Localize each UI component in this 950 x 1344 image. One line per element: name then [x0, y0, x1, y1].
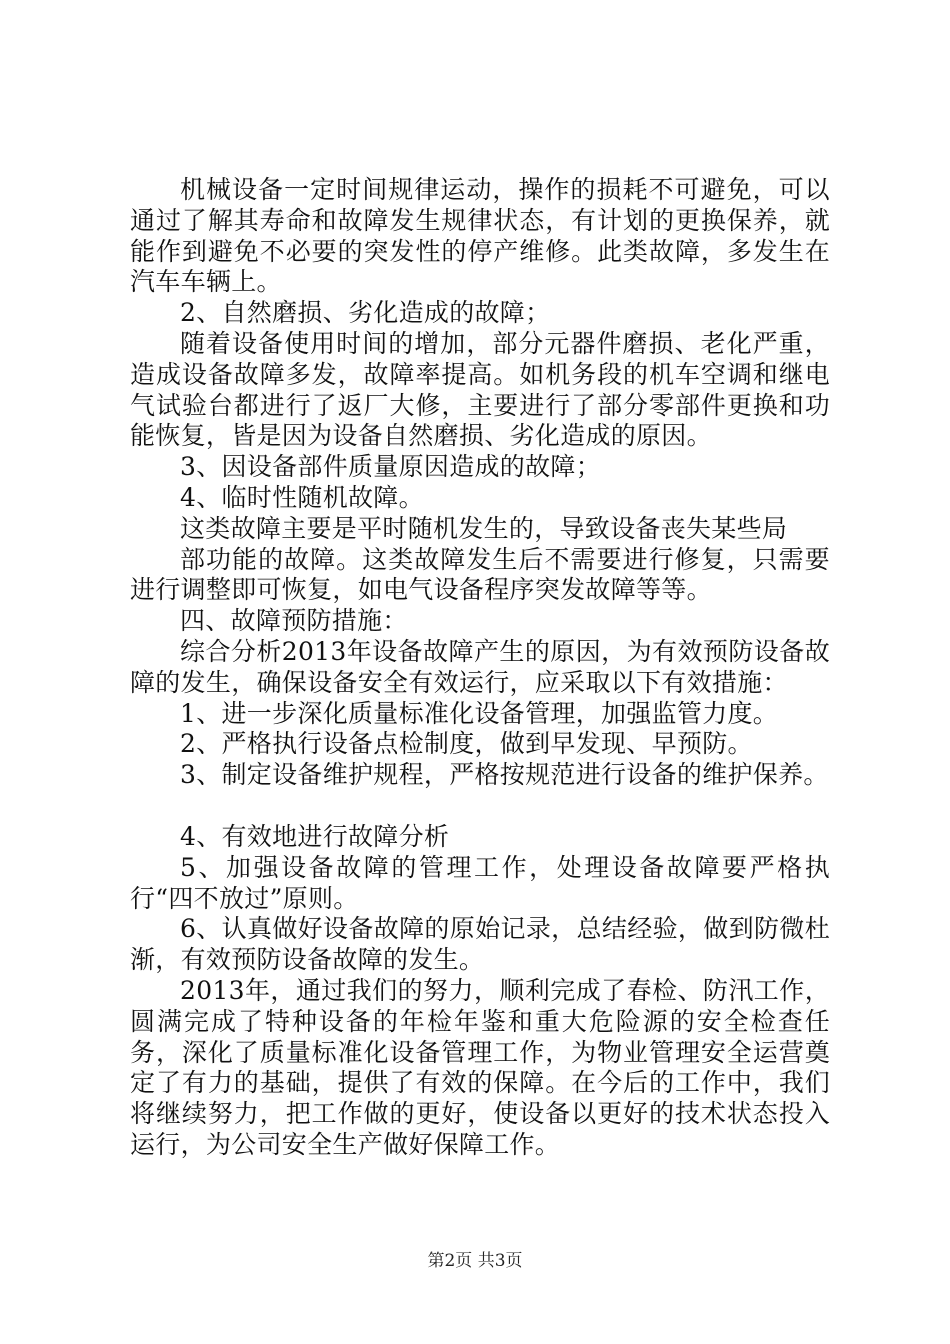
paragraph-random-fault-line1: 这类故障主要是平时随机发生的，导致设备丧失某些局: [180, 513, 788, 543]
paragraph-prevention-summary: 综合分析2013年设备故障产生的原因，为有效预防设备故障的发生，确保设备安全有效运行，应采取以下有效措施：: [130, 636, 830, 697]
blank-line: [130, 791, 830, 822]
paragraph-maintenance-intro: 机械设备一定时间规律运动，操作的损耗不可避免，可以通过了解其寿命和故障发生规律状态，有计划的更换保养，就能作到避免不必要的突发性的停产维修。此类故障，多发生在汽车车辆上。: [130, 175, 830, 297]
paragraph-conclusion: 2013年，通过我们的努力，顺利完成了春检、防汛工作，圆满完成了特种设备的年检年鉴和重大危险源的安全检查任务，深化了质量标准化设备管理工作，为物业管理安全运营奠定了有力的基础，提供了有效的保障。在今后的工作中，我们将继续努力，把工作做的更好，使设备以更好的技术状态投入运行，为公司安全生产做好保障工作。: [130, 975, 830, 1159]
paragraph-measure-5: 5、加强设备故障的管理工作，处理设备故障要严格执行“四不放过”原则。: [130, 852, 830, 913]
paragraph-measure-3: 3、制定设备维护规程，严格按规范进行设备的维护保养。: [180, 760, 829, 790]
paragraph-item-2-heading: 2、自然磨损、劣化造成的故障；: [180, 298, 551, 328]
paragraph-section-4-heading: 四、故障预防措施：: [180, 606, 408, 636]
paragraph-item-4-heading: 4、临时性随机故障。: [180, 482, 424, 512]
paragraph-measure-6: 6、认真做好设备故障的原始记录，总结经验，做到防微杜渐，有效预防设备故障的发生。: [130, 914, 830, 975]
paragraph-item-3-heading: 3、因设备部件质量原因造成的故障；: [180, 452, 602, 482]
paragraph-measure-4: 4、有效地进行故障分析: [180, 821, 450, 851]
paragraph-random-fault-line2: 部功能的故障。这类故障发生后不需要进行修复，只需要进行调整即可恢复，如电气设备程序突发故障等等。: [130, 544, 830, 605]
paragraph-wear-description: 随着设备使用时间的增加，部分元器件磨损、老化严重，造成设备故障多发，故障率提高。如机务段的机车空调和继电气试验台都进行了返厂大修，主要进行了部分零部件更换和功能恢复，皆是因为设备自然磨损、劣化造成的原因。: [130, 328, 830, 451]
paragraph-measure-1: 1、进一步深化质量标准化设备管理，加强监管力度。: [180, 698, 779, 728]
page-number-footer: 第2页 共3页: [427, 1251, 523, 1271]
paragraph-measure-2: 2、严格执行设备点检制度，做到早发现、早预防。: [180, 729, 753, 759]
document-body: [130, 175, 830, 1161]
